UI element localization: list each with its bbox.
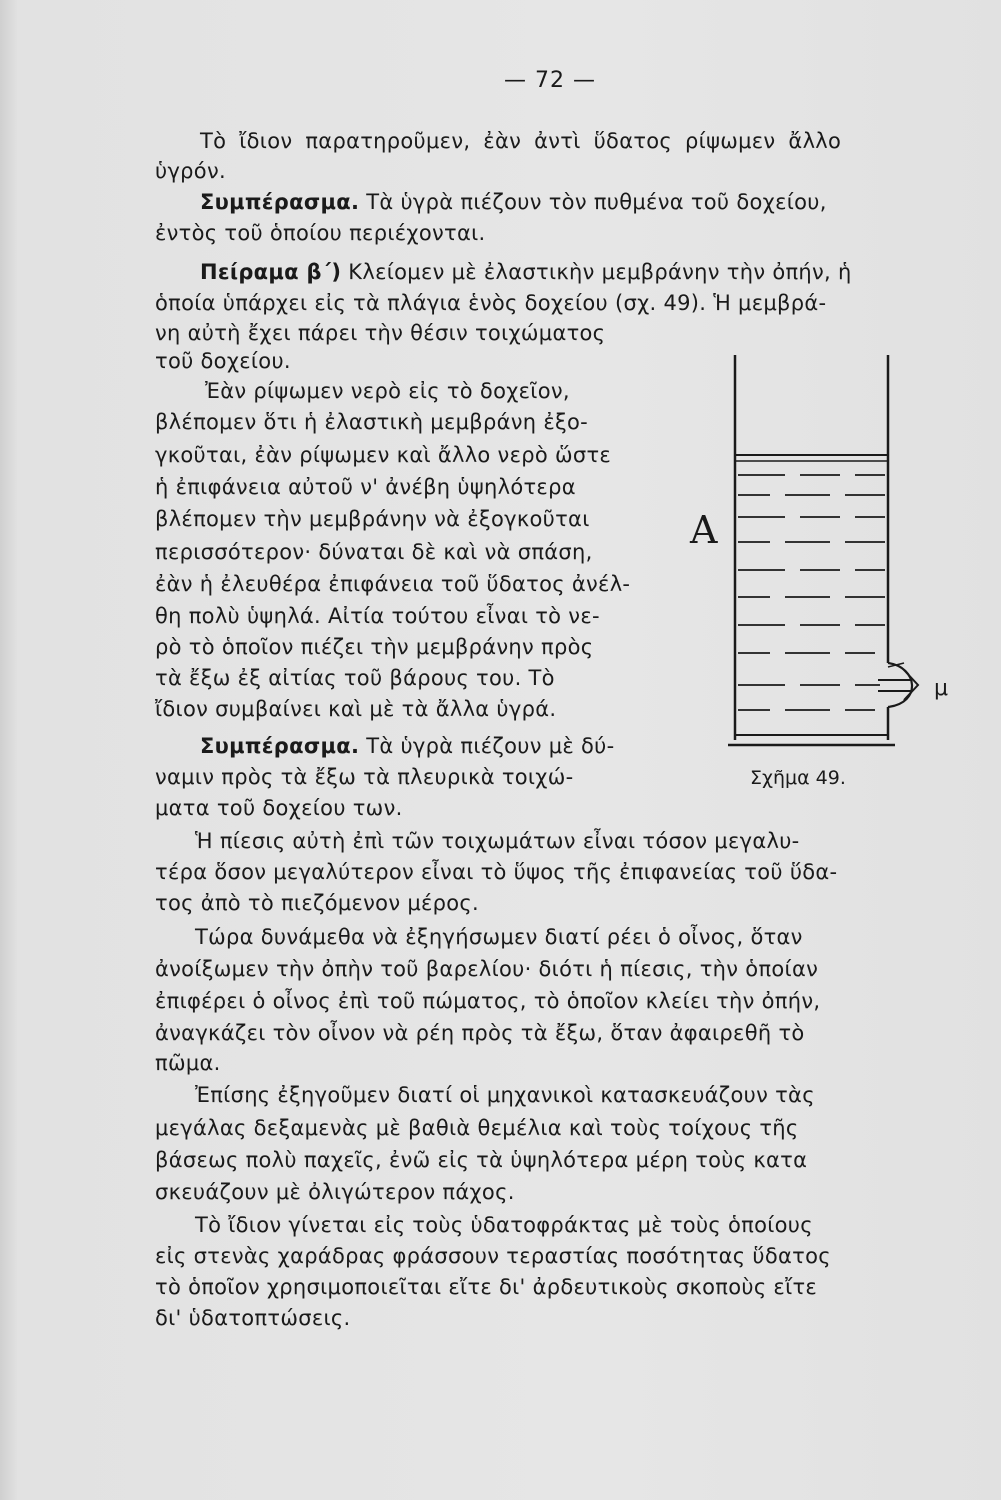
- text-line: ὁποία ὑπάρχει εἰς τὰ πλάγια ἑνὸς δοχείου (σχ. 49). Ἡ μεμβρά-: [155, 291, 827, 315]
- text-line: ἴδιον συμβαίνει καὶ μὲ τὰ ἄλλα ὑγρά.: [155, 697, 557, 721]
- text-line: Τὸ ἴδιον παρατηροῦμεν, ἐὰν ἀντὶ ὕδατος ρίψωμεν ἄλλο: [200, 129, 842, 153]
- text-line: γκοῦται, ἐὰν ρίψωμεν καὶ ἄλλο νερὸ ὥστε: [155, 443, 612, 467]
- text-line: Ἡ πίεσις αὐτὴ ἐπὶ τῶν τοιχωμάτων εἶναι τόσον μεγαλυ-: [195, 829, 800, 853]
- conclusion-heading: Συμπέρασμα.: [200, 190, 360, 214]
- text-line: σκευάζουν μὲ ὀλιγώτερον πάχος.: [155, 1180, 515, 1204]
- text-line: ναμιν πρὸς τὰ ἔξω τὰ πλευρικὰ τοιχώ-: [155, 765, 574, 789]
- text-line: ἐὰν ἡ ἐλευθέρα ἐπιφάνεια τοῦ ὕδατος ἀνέλ-: [155, 572, 631, 596]
- text-line: Τὸ ἴδιον γίνεται εἰς τοὺς ὑδατοφράκτας μὲ τοὺς ὁποίους: [195, 1213, 813, 1237]
- label-a: Α: [690, 508, 718, 552]
- text-line: τος ἀπὸ τὸ πιεζόμενον μέρος.: [155, 891, 480, 915]
- text-line: τοῦ δοχείου.: [155, 349, 291, 373]
- page-number: — 72 —: [504, 68, 596, 93]
- text-line: Συμπέρασμα. Τὰ ὑγρὰ πιέζουν μὲ δύ-: [200, 734, 615, 758]
- membrane: [888, 663, 912, 707]
- text-line: Πείραμα β΄) Κλείομεν μὲ ἐλαστικὴν μεμβράνην τὴν ὀπήν, ἡ: [200, 260, 852, 284]
- text-line: ὑγρόν.: [155, 159, 226, 183]
- text-line: ἀναγκάζει τὸν οἶνον νὰ ρέη πρὸς τὰ ἔξω, ὅταν ἀφαιρεθῆ τὸ: [155, 1021, 805, 1045]
- text-line: ματα τοῦ δοχείου των.: [155, 796, 403, 820]
- text-line: περισσότερον· δύναται δὲ καὶ νὰ σπάση,: [155, 540, 593, 564]
- experiment-heading: Πείραμα β΄): [200, 260, 342, 284]
- text-line: πῶμα.: [155, 1051, 221, 1075]
- text-line: νη αὐτὴ ἔχει πάρει τὴν θέσιν τοιχώματος: [155, 321, 606, 345]
- text-line: τέρα ὅσον μεγαλύτερον εἶναι τὸ ὕψος τῆς ἐπιφανείας τοῦ ὕδα-: [155, 860, 838, 884]
- figure-caption: Σχῆμα 49.: [750, 767, 846, 789]
- text-line: εἰς στενὰς χαράδρας φράσσουν τεραστίας ποσότητας ὕδατος: [155, 1244, 831, 1268]
- text-line: Τώρα δυνάμεθα νὰ ἐξηγήσωμεν διατί ρέει ὁ οἶνος, ὅταν: [195, 925, 803, 949]
- container-figure: [690, 345, 970, 765]
- text-line: βλέπομεν ὅτι ἡ ἐλαστικὴ μεμβράνη ἐξο-: [155, 410, 589, 434]
- text-line: θη πολὺ ὑψηλά. Αἰτία τούτου εἶναι τὸ νε-: [155, 604, 600, 628]
- conclusion-heading: Συμπέρασμα.: [200, 734, 360, 758]
- text-line: ἀνοίξωμεν τὴν ὀπὴν τοῦ βαρελίου· διότι ἡ πίεσις, τὴν ὁποίαν: [155, 957, 819, 981]
- text-line: ἐντὸς τοῦ ὁποίου περιέχονται.: [155, 221, 486, 245]
- water-lines: [738, 475, 885, 710]
- text-line: ρὸ τὸ ὁποῖον πιέζει τὴν μεμβράνην πρὸς: [155, 635, 594, 659]
- text-line: τὰ ἔξω ἐξ αἰτίας τοῦ βάρους του. Τὸ: [155, 666, 555, 690]
- text-line: Ἐπίσης ἐξηγοῦμεν διατί οἱ μηχανικοὶ κατασκευάζουν τὰς: [195, 1083, 815, 1107]
- text-line: ἐπιφέρει ὁ οἶνος ἐπὶ τοῦ πώματος, τὸ ὁποῖον κλείει τὴν ὀπήν,: [155, 989, 821, 1013]
- text-line: βάσεως πολὺ παχεῖς, ἐνῶ εἰς τὰ ὑψηλότερα μέρη τοὺς κατα: [155, 1148, 808, 1172]
- text-line: ἡ ἐπιφάνεια αὐτοῦ ν' ἀνέβη ὑψηλότερα: [155, 475, 576, 499]
- text-line: μεγάλας δεξαμενὰς μὲ βαθιὰ θεμέλια καὶ τοὺς τοίχους τῆς: [155, 1116, 799, 1140]
- text-line: Συμπέρασμα. Τὰ ὑγρὰ πιέζουν τὸν πυθμένα τοῦ δοχείου,: [200, 190, 827, 214]
- text-line: βλέπομεν τὴν μεμβράνην νὰ ἐξογκοῦται: [155, 507, 590, 531]
- text-line: τὸ ὁποῖον χρησιμοποιεῖται εἴτε δι' ἀρδευτικοὺς σκοποὺς εἴτε: [155, 1275, 818, 1299]
- text-line: Ἐὰν ρίψωμεν νερὸ εἰς τὸ δοχεῖον,: [205, 379, 570, 403]
- text-line: δι' ὑδατοπτώσεις.: [155, 1306, 351, 1330]
- label-m: μ: [934, 676, 948, 701]
